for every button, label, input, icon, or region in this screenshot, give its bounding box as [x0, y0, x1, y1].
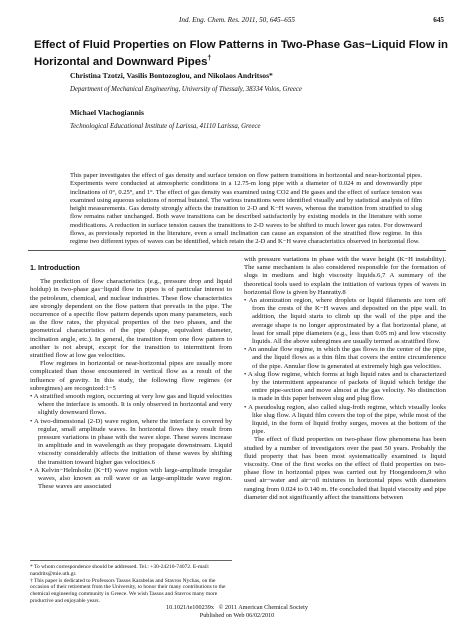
correspondence-footnote: * To whom correspondence should be addressed. Tel.: +30-24210-74072. E-mail: nandrits@mie.uth.gr.	[30, 564, 210, 577]
body-paragraph: with pressure variations in phase with the wave height (K−H instability). The same mechanism is also considered responsible for the formation of slugs in medium and high viscosity liquids.6,7 A summary of the theoretical tools used to explain the initiation of various types of waves in horizontal flow is given by Hanratty.8	[244, 256, 446, 296]
page-number: 645	[433, 16, 444, 24]
regime-list-item: • A two-dimensional (2-D) wave region, where the interface is covered by regular, small amplitude waves. In horizontal flows they result from pressure variations in phase with the wave slope. These waves increase in amplitude and in wavelength as they propagate downstream. Liquid viscosity considerably affects the initiation of these waves by shifting the transition toward higher gas velocities.6	[30, 417, 232, 466]
footnotes	[30, 560, 232, 605]
title-footnote-mark: †	[207, 55, 212, 62]
dedication-footnote: † This paper is dedicated to Professors Tassos Karabelas and Stavros Nychas, on the occasion of their retirement from the University, to honor their many contributions to the chemical engineering community in Greece. We wish Tassos and Stavros many more productive and enjoyable years.	[30, 577, 226, 604]
author-list-1: Christina Tzotzi, Vasilis Bontozoglou, and Nikolaos Andritsos*	[70, 71, 273, 80]
regime-list-item: • An atomization region, where droplets or liquid filaments are torn off from the crests of the K−H waves and deposited on the pipe wall. In addition, the liquid starts to climb up the wall of the pipe and the average shape is no longer approximated by a flat horizontal plane, at least for small pipe diameters (e.g., less than 0.05 m) and low viscosity liquids. All the above subregimes are usually termed as stratified flow.	[244, 297, 446, 346]
body-paragraph: The effect of fluid properties on two-phase flow phenomena has been studied by a number of investigators over the past 50 years. Probably the fluid property that has been most systematically examined is liquid viscosity. One of the first works on the effect of fluid properties on two-phase flow in horizontal pipes was carried out by Hoogendoorn,9 who used air−water and air−oil mixtures in horizontal pipes with diameters ranging from 0.024 to 0.140 m. He concluded that liquid viscosity and pipe diameter did not significantly affect the transitions between	[244, 436, 446, 501]
regime-list-item: • An annular flow regime, in which the gas flows in the center of the pipe, and the liquid flows as a thin film that covers the entire circumference of the pipe. Annular flow is generated at extremely high gas velocities.	[244, 346, 446, 370]
copyright: © 2011 American Chemical Society	[218, 604, 308, 611]
section-divider	[28, 250, 446, 251]
regime-list-item: • A pseudoslug region, also called slug-froth regime, which visually looks like slug flow. A liquid film covers the top of the pipe, while most of the liquid, in the form of liquid frothy surges, moves at the bottom of the pipe.	[244, 403, 446, 436]
publication-date: Published on Web 06/02/2010	[199, 611, 275, 619]
body-paragraph: Flow regimes in horizontal or near-horizontal pipes are usually more complicated than those encountered in vertical flow as a result of the influence of gravity. In this study, the following flow regimes (or subregimes) are recognized:1−5	[30, 360, 232, 392]
body-paragraph: The prediction of flow characteristics (e.g., pressure drop and liquid holdup) in two-phase gas−liquid flow in pipes is of particular interest to the petroleum, chemical, and nuclear industries. These flow characteristics are strongly dependent on the flow pattern that prevails in the pipe. The occurrence of a specific flow pattern depends upon many parameters, such as the flow rates, the physical properties of the two phases, and the geometrical characteristics of the pipe (shape, equivalent diameter, inclination angle, etc.). In general, the transition from one flow pattern to another is not abrupt, except for the transition to intermittent from stratified flow at low gas velocities.	[30, 278, 232, 360]
affiliation-1: Department of Mechanical Engineering, University of Thessaly, 38334 Volos, Greece	[70, 86, 302, 93]
page-footer	[0, 604, 474, 619]
paper-title	[34, 38, 454, 69]
right-column	[244, 256, 446, 502]
author-list-2: Michael Vlachogiannis	[70, 108, 144, 117]
running-header	[0, 16, 474, 28]
regime-list-item: • A slug flow regime, which forms at high liquid rates and is characterized by the intermittent appearance of packets of liquid which bridge the entire pipe-section and move almost at the gas velocity. No distinction is made in this paper between slug and plug flow.	[244, 370, 446, 403]
affiliation-2: Technological Educational Institute of Larissa, 41110 Larissa, Greece	[70, 123, 261, 130]
journal-citation: Ind. Eng. Chem. Res. 2011, 50, 645–655	[178, 16, 296, 24]
left-column	[30, 256, 232, 491]
regime-list-item: • A stratified smooth region, occurring at very low gas and liquid velocities where the interface is smooth. It is only observed in horizontal and very slightly downward flows.	[30, 393, 232, 417]
doi-link[interactable]: 10.1021/ie100239x	[166, 604, 214, 611]
abstract: This paper investigates the effect of gas density and surface tension on flow pattern transitions in horizontal and near-horizontal pipes. Experiments were conducted at atmospheric conditions in a 12.75-m long pipe with a diameter of 0.024 m and downwardly pipe inclinations of 0°, 0.25°, and 1°. The effect of gas density was examined using CO2 and He gases and the effect of surface tension was examined using aqueous solutions of normal butanol. The various transitions were identified visually and by statistical analysis of film height measurements. Gas density strongly affects the transition to 2-D and K−H waves, whereas the transition from stratified to slug flow remains rather unchanged. Both wave transitions can be described satisfactorily by existing models in the literature with some modifications. A reduction in surface tension causes the transitions to 2-D waves to be shifted to much lower gas rates. For downward flows, as previously reported in the literature, even a small inclination can cause an expansion of the stratified flow regime. In this regime two different types of waves can be identified, which retain the 2-D and K−H wave characteristics observed in horizontal flow.	[70, 172, 422, 246]
regime-list-item: • A Kelvin−Helmholtz (K−H) wave region with large-amplitude irregular waves, also known as roll wave or as large-amplitude wave region. These waves are associated	[30, 466, 232, 491]
section-heading: 1. Introduction	[30, 263, 80, 272]
paper-title-text: Effect of Fluid Properties on Flow Patterns in Two-Phase Gas−Liquid Flow in Horizontal and Downward Pipes	[34, 39, 449, 68]
